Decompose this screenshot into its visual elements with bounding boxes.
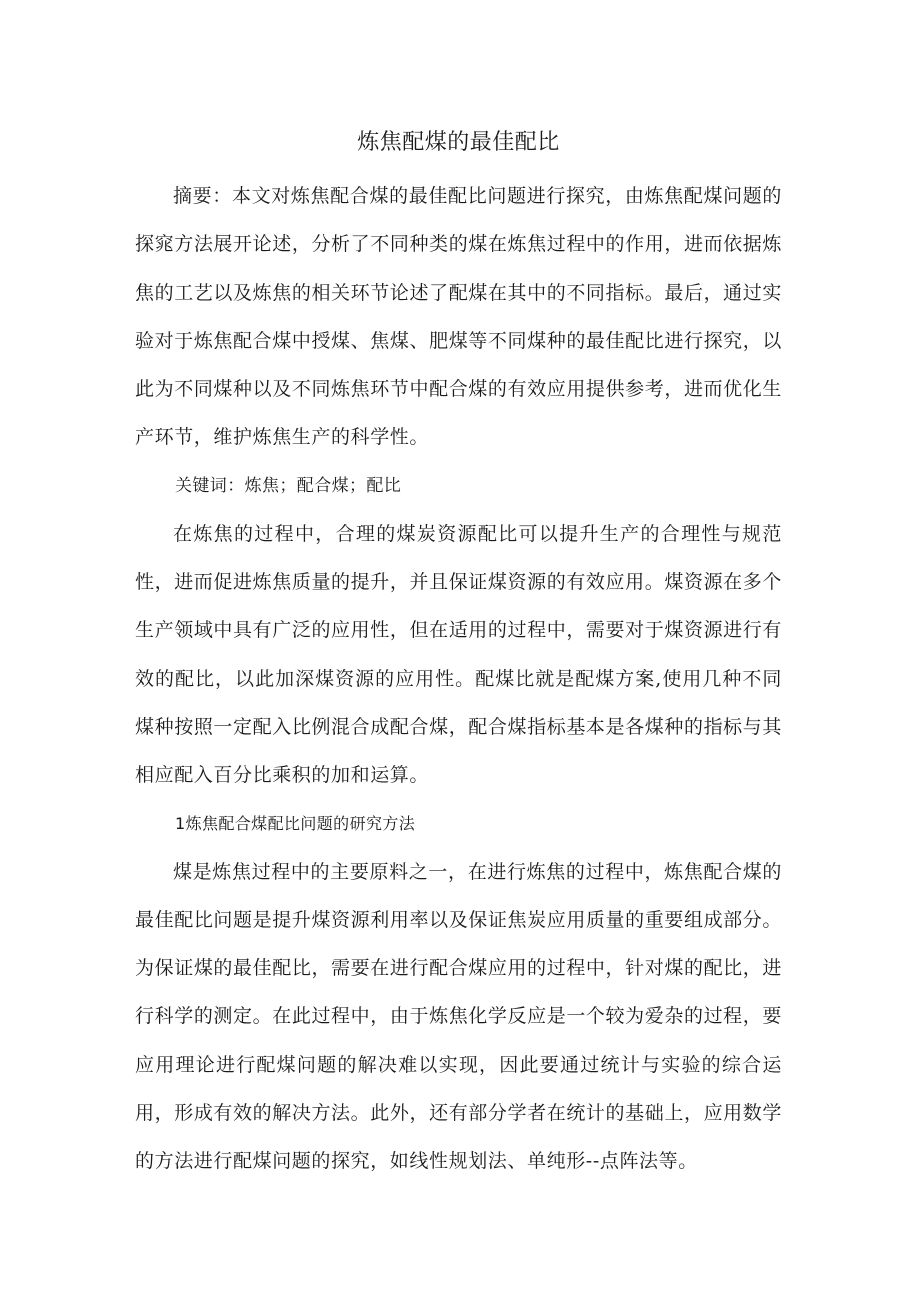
intro-paragraph: 在炼焦的过程中，合理的煤炭资源配比可以提升生产的合理性与规范性，进而促进炼焦质量的提升，并且保证煤资源的有效应用。煤资源在多个生产领域中具有广泛的应用性，但在适用的过程中，需要对于煤资源进行有效的配比，以此加深煤资源的应用性。配煤比就是配煤方案,使用几种不同煤种按照一定配入比例混合成配合煤，配合煤指标基本是各煤种的指标与其相应配入百分比乘积的加和运算。 — [135, 522, 782, 787]
section-1-paragraph: 煤是炼焦过程中的主要原料之一，在进行炼焦的过程中，炼焦配合煤的最佳配比问题是提升煤资源利用率以及保证焦炭应用质量的重要组成部分。为保证煤的最佳配比，需要在进行配合煤应用的过程中，针对煤的配比，进行科学的测定。在此过程中，由于炼焦化学反应是一个较为爱杂的过程，要应用理论进行配煤问题的解决难以实现，因此要通过统计与实验的综合运用，形成有效的解决方法。此外，还有部分学者在统计的基础上，应用数学的方法进行配煤问题的探究，如线性规划法、单纯形--点阵法等。 — [135, 860, 782, 1173]
document-title: 炼焦配煤的最佳配比 — [357, 130, 560, 155]
section-1-heading: 1炼焦配合煤配比问题的研究方法 — [175, 813, 416, 833]
keywords-line: 关键词：炼焦；配合煤；配比 — [175, 475, 402, 496]
abstract-paragraph: 摘要：本文对炼焦配合煤的最佳配比问题进行探究，由炼焦配煤问题的探窕方法展开论述，分析了不同种类的煤在炼焦过程中的作用，进而依据炼焦的工艺以及炼焦的相关环节论述了配煤在其中的不同指标。最后，通过实验对于炼焦配合煤中授煤、焦煤、肥煤等不同煤种的最佳配比进行探究，以此为不同煤种以及不同炼焦环节中配合煤的有效应用提供参考，进而优化生产环节，维护炼焦生产的科学性。 — [135, 185, 782, 449]
